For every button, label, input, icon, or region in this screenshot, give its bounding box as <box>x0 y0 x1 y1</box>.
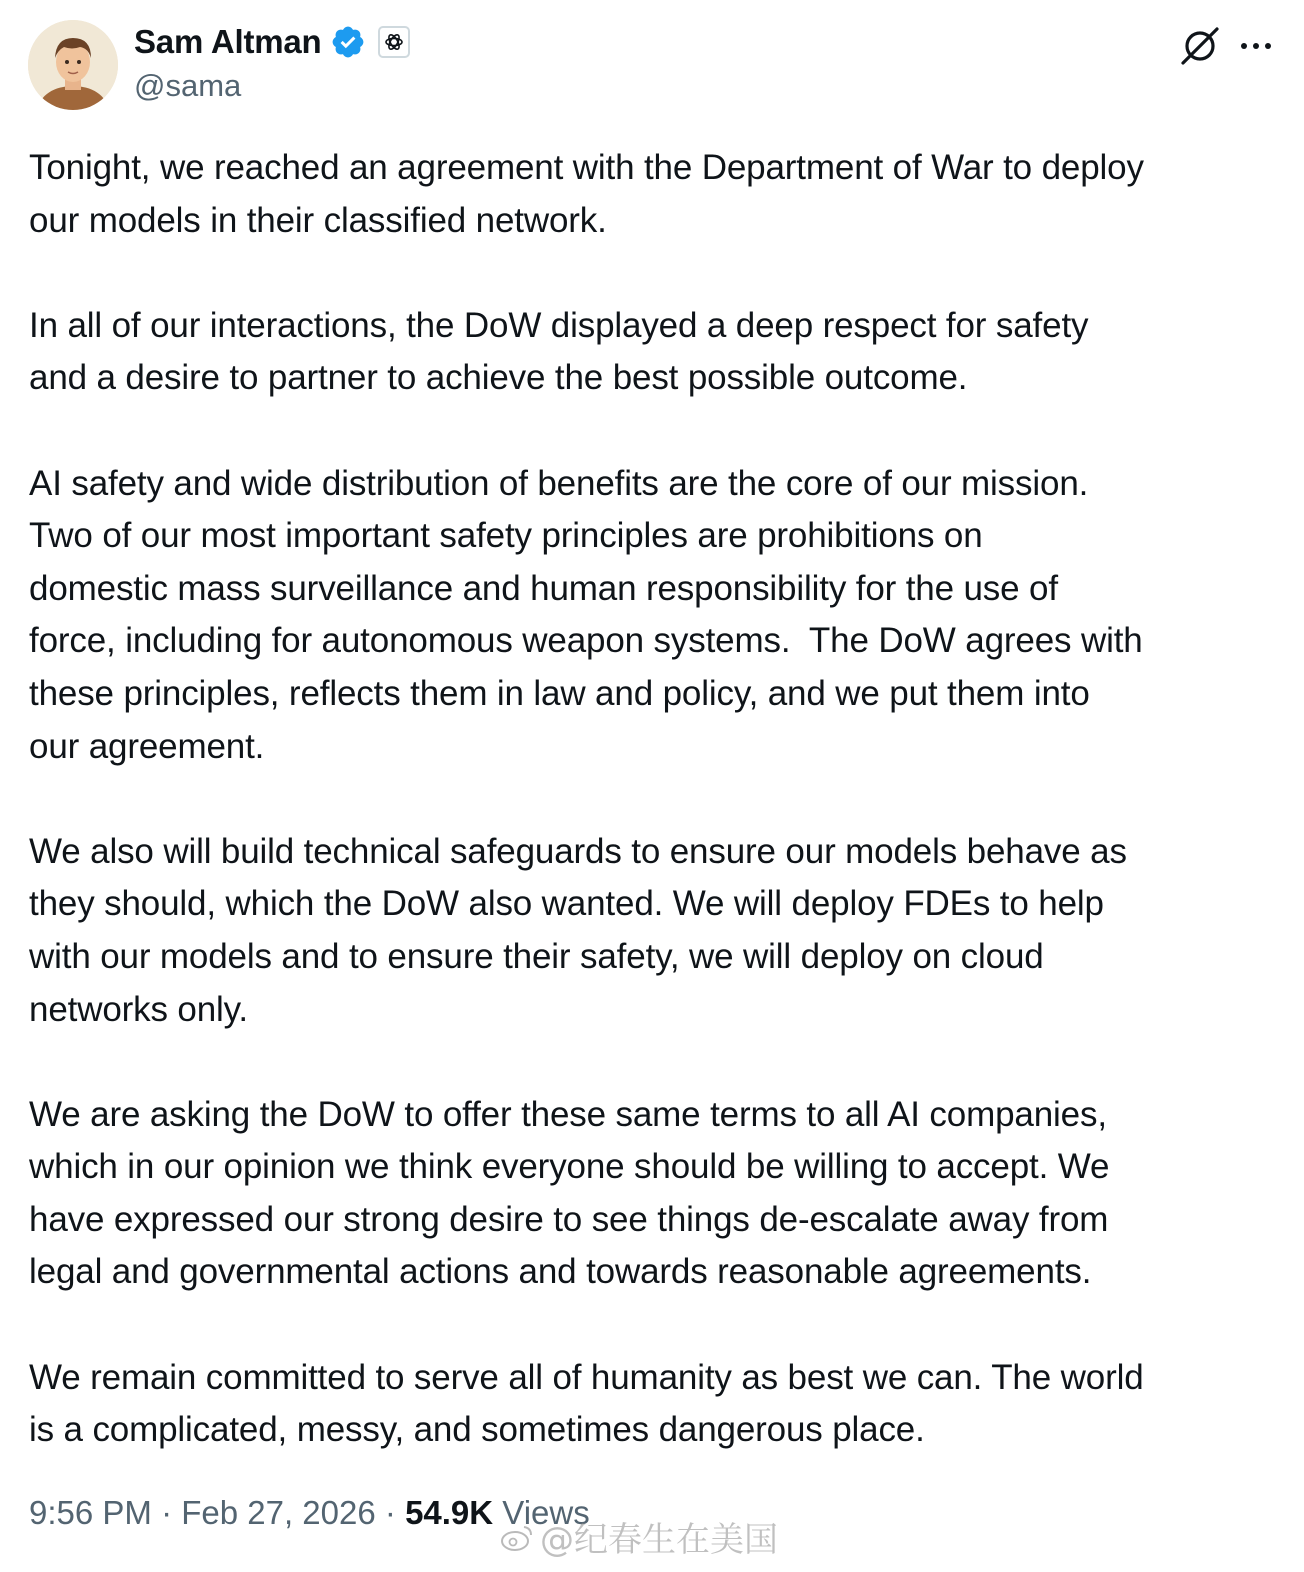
tweet-paragraph: AI safety and wide distribution of benefits are the core of our mission. Two of our most important safety principles are prohibitions on domestic mass surveillance and human responsibility for the use of force, including for autonomous weapon systems. The DoW agrees with these principles, reflects them in law and policy, and we put them into our agreement. <box>29 463 1143 766</box>
tweet-paragraph: We are asking the DoW to offer these same terms to all AI companies, which in our opinion we think everyone should be willing to accept. We have expressed our strong desire to see things de-escalate away from legal and governmental actions and towards reasonable agreements. <box>29 1094 1110 1292</box>
author-handle[interactable]: @sama <box>134 68 242 103</box>
tweet-time[interactable]: 9:56 PM <box>29 1494 152 1531</box>
views-label: Views <box>502 1494 590 1531</box>
tweet-paragraph: We remain committed to serve all of humanity as best we can. The world is a complicated, messy, and sometimes dangerous place. <box>29 1357 1144 1450</box>
watermark-text: @纪春生在美国 <box>540 1520 778 1560</box>
tweet-date[interactable]: Feb 27, 2026 <box>181 1494 376 1531</box>
views-count: 54.9K <box>405 1494 494 1531</box>
display-name[interactable]: Sam Altman <box>134 23 322 60</box>
openai-logo-icon[interactable] <box>378 26 410 58</box>
more-icon[interactable] <box>1234 24 1278 68</box>
grok-icon[interactable] <box>1178 24 1222 68</box>
author-avatar[interactable] <box>28 20 118 110</box>
weibo-logo-icon <box>500 1522 534 1552</box>
tweet-paragraph: In all of our interactions, the DoW displayed a deep respect for safety and a desire to partner to achieve the best possible outcome. <box>29 305 1089 398</box>
watermark <box>500 1512 778 1561</box>
tweet-paragraph: We also will build technical safeguards to ensure our models behave as they should, which the DoW also wanted. We will deploy FDEs to help with our models and to ensure their safety, we will deploy on cloud networks only. <box>29 831 1127 1029</box>
meta-separator: · <box>151 1494 182 1531</box>
name-row <box>134 20 410 64</box>
avatar-illustration <box>28 20 118 110</box>
tweet-paragraph: Tonight, we reached an agreement with the Department of War to deploy our models in their classified network. <box>29 148 1144 240</box>
verified-badge-icon[interactable] <box>330 24 366 60</box>
tweet-header <box>28 18 1278 114</box>
meta-separator: · <box>375 1494 406 1531</box>
tweet-text <box>29 142 1279 1457</box>
